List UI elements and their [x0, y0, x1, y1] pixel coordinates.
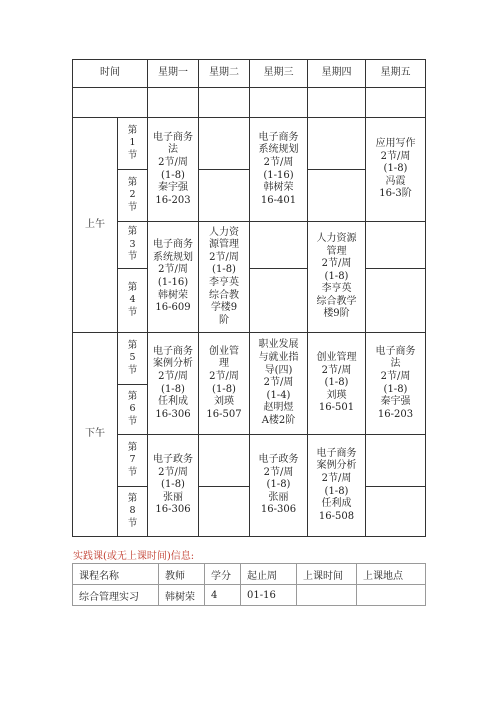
empty-cell [308, 118, 366, 170]
empty-cell [308, 88, 366, 118]
practice-header-row [73, 564, 426, 585]
section-label: 第 4 节 [118, 269, 148, 333]
practice-header-time: 上课时间 [297, 564, 357, 585]
course-cell: 电子商务 案例分析 2节/周 (1-8) 任利成 16-306 [148, 333, 199, 435]
empty-cell [73, 88, 148, 118]
course-cell: 电子政务 2节/周 (1-8) 张丽 16-306 [148, 435, 199, 537]
course-cell: 电子商务 法 2节/周 (1-8) 秦宇强 16-203 [366, 333, 426, 435]
practice-header-weeks: 起止周 [241, 564, 297, 585]
header-tuesday: 星期二 [199, 60, 250, 88]
empty-cell [366, 88, 426, 118]
empty-cell [199, 118, 250, 170]
section-label: 第 8 节 [118, 487, 148, 537]
section-label: 第 5 节 [118, 333, 148, 385]
empty-cell [199, 435, 250, 487]
practice-course: 综合管理实习 [73, 585, 159, 606]
practice-note: 实践课(或无上课时间)信息: [73, 551, 195, 562]
course-cell: 电子商务 法 2节/周 (1-8) 秦宇强 16-203 [148, 118, 199, 222]
period-morning: 上午 [73, 118, 118, 333]
empty-cell [250, 88, 308, 118]
empty-cell [148, 88, 199, 118]
empty-cell [199, 170, 250, 222]
header-time: 时间 [73, 60, 148, 88]
course-cell: 电子商务 系统规划 2节/周 (1-16) 韩树荣 16-401 [250, 118, 308, 222]
empty-cell [250, 269, 308, 333]
empty-cell [366, 269, 426, 333]
section-label: 第 3 节 [118, 222, 148, 269]
practice-row [73, 585, 426, 606]
period-afternoon: 下午 [73, 333, 118, 537]
header-friday: 星期五 [366, 60, 426, 88]
empty-cell [366, 222, 426, 269]
practice-header-course: 课程名称 [73, 564, 159, 585]
practice-time [297, 585, 357, 606]
empty-cell [366, 487, 426, 537]
course-cell: 人力资 源管理 2节/周 (1-8) 李亨英 综合教 学楼9 阶 [199, 222, 250, 333]
empty-cell [199, 487, 250, 537]
header-wednesday: 星期三 [250, 60, 308, 88]
practice-weeks: 01-16 [241, 585, 297, 606]
practice-header-teacher: 教师 [159, 564, 205, 585]
course-cell: 创业管理 2节/周 (1-8) 刘瑛 16-501 [308, 333, 366, 435]
practice-teacher: 韩树荣 [159, 585, 205, 606]
course-cell: 电子政务 2节/周 (1-8) 张丽 16-306 [250, 435, 308, 537]
section-label: 第 2 节 [118, 170, 148, 222]
section-label: 第 1 节 [118, 118, 148, 170]
timetable [72, 59, 426, 537]
course-cell: 职业发展 与就业指 导(四) 2节/周 (1-4) 赵明煜 A楼2阶 [250, 333, 308, 435]
empty-cell [366, 435, 426, 487]
practice-header-credit: 学分 [205, 564, 241, 585]
section-label: 第 7 节 [118, 435, 148, 487]
course-cell: 电子商务 系统规划 2节/周 (1-16) 韩树荣 16-609 [148, 222, 199, 333]
course-cell: 创业管 理 2节/周 (1-8) 刘瑛 16-507 [199, 333, 250, 435]
section-label: 第 6 节 [118, 385, 148, 435]
empty-cell [250, 222, 308, 269]
header-thursday: 星期四 [308, 60, 366, 88]
course-cell: 电子商务 案例分析 2节/周 (1-8) 任利成 16-508 [308, 435, 366, 537]
header-monday: 星期一 [148, 60, 199, 88]
empty-cell [199, 88, 250, 118]
practice-header-location: 上课地点 [357, 564, 426, 585]
empty-cell [308, 170, 366, 222]
practice-location [357, 585, 426, 606]
course-cell: 应用写作 2节/周 (1-8) 冯霞 16-3阶 [366, 118, 426, 222]
course-cell: 人力资源 管理 2节/周 (1-8) 李亨英 综合教学 楼9阶 [308, 222, 366, 333]
practice-table [72, 563, 426, 606]
practice-credit: 4 [205, 585, 241, 606]
